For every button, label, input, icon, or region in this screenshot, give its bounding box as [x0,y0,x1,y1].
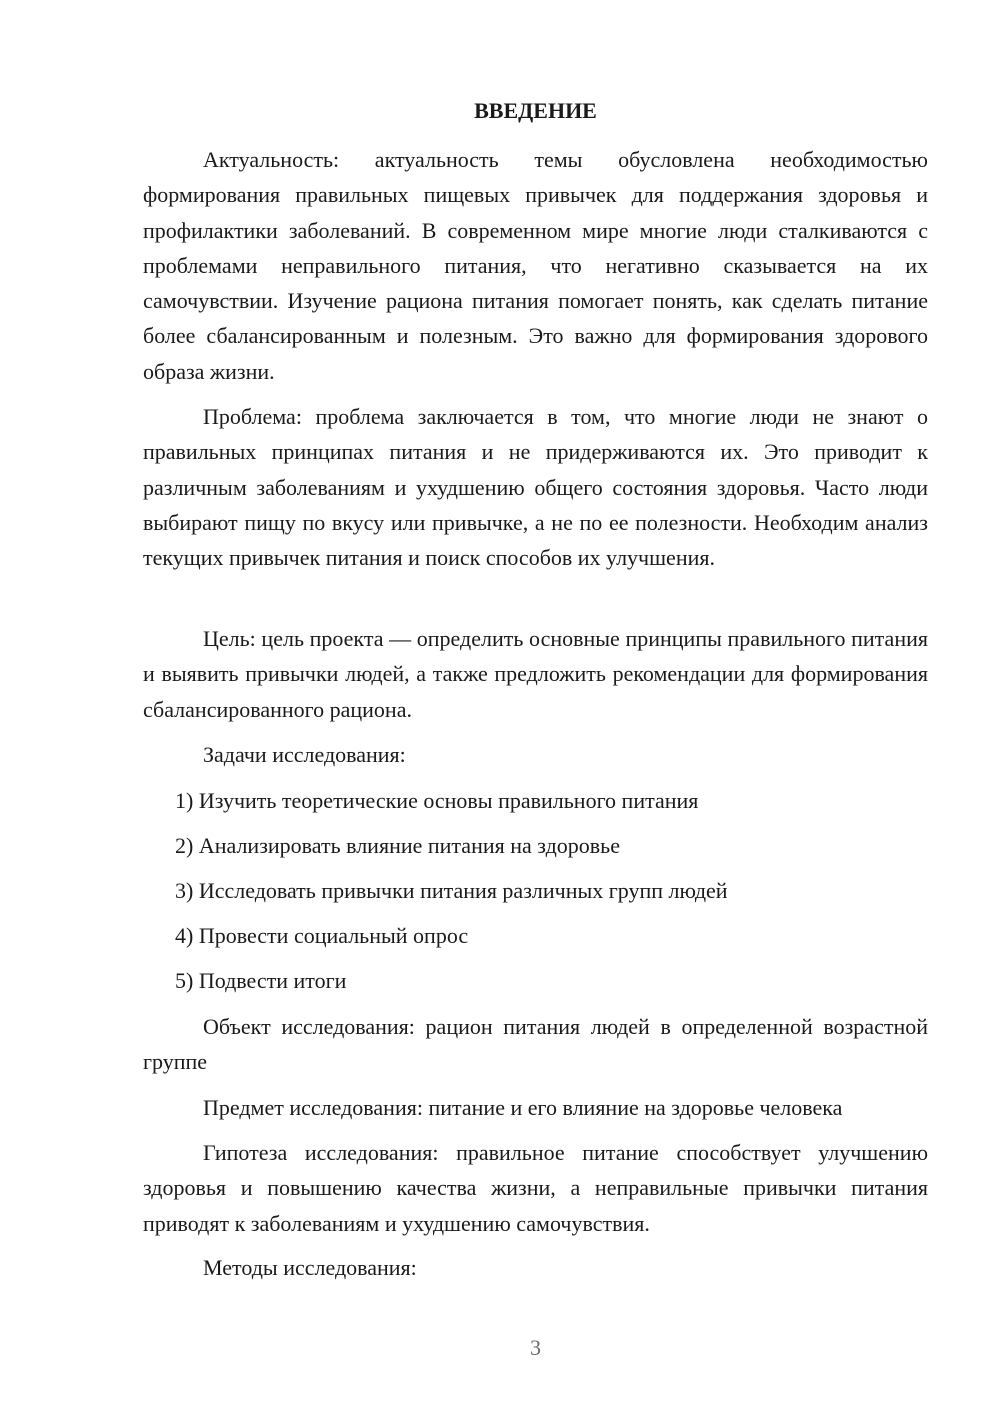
tasks-title: Задачи исследования: [203,742,406,767]
page-heading: ВВЕДЕНИЕ [474,98,597,123]
methods-title: Методы исследования: [203,1255,417,1280]
task-item-4: 4) Провести социальный опрос [175,923,469,948]
document-page [143,0,928,1414]
task-item-5: 5) Подвести итоги [175,968,347,993]
paragraph-relevance: Актуальность: актуальность темы обусловлена необходимостью формирования правильных пищевых привычек для поддержания здоровья и профилактики заболеваний. В современном мире многие люди сталкиваются с проблемами неправильного питания, что негативно сказывается на их самочувствии. Изучение рациона питания помогает понять, как сделать питание более сбалансированным и полезным. Это важно для формирования здорового образа жизни. [143,147,928,384]
paragraph-hypothesis: Гипотеза исследования: правильное питание способствует улучшению здоровья и повышению качества жизни, а неправильные привычки питания приводят к заболеваниям и ухудшению самочувствия. [143,1140,928,1236]
task-item-3: 3) Исследовать привычки питания различных групп людей [175,878,728,903]
task-item-1: 1) Изучить теоретические основы правильного питания [175,788,699,813]
page-number: 3 [530,1335,541,1360]
paragraph-goal: Цель: цель проекта — определить основные принципы правильного питания и выявить привычки людей, а также предложить рекомендации для формирования сбалансированного рациона. [143,626,928,722]
task-item-2: 2) Анализировать влияние питания на здоровье [175,833,620,858]
paragraph-subject: Предмет исследования: питание и его влияние на здоровье человека [203,1095,843,1120]
paragraph-object: Объект исследования: рацион питания людей в определенной возрастной группе [143,1014,928,1075]
paragraph-problem: Проблема: проблема заключается в том, что многие люди не знают о правильных принципах питания и не придерживаются их. Это приводит к различным заболеваниям и ухудшению общего состояния здоровья. Часто люди выбирают пищу по вкусу или привычке, а не по ее полезности. Необходим анализ текущих привычек питания и поиск способов их улучшения. [143,404,928,571]
